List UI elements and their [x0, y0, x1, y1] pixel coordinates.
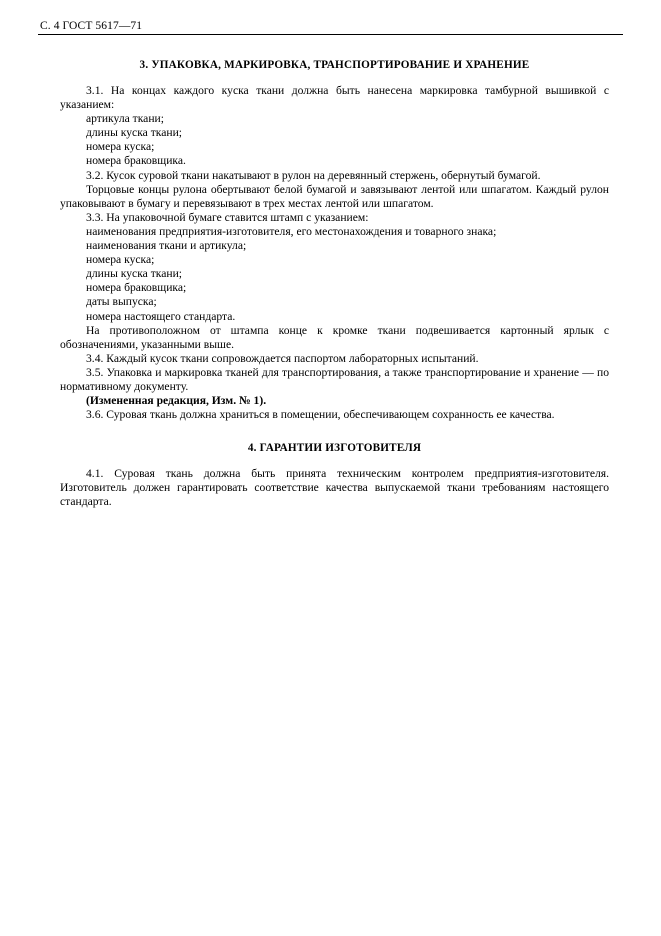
paragraph-3-5: 3.5. Упаковка и маркировка тканей для транспортирования, а также транспортирование и хранение — по нормативному документу.: [60, 365, 609, 393]
list-item-piece-number: номера куска;: [86, 140, 155, 154]
paragraph-tag-note: На противоположном от штампа конце к кромке ткани подвешивается картонный ярлык с обозначениями, указанными выше.: [60, 323, 609, 351]
list-item-length: длины куска ткани;: [86, 126, 182, 140]
list-item-piece-number-2: номера куска;: [86, 253, 155, 267]
list-item-inspector-number: номера браковщика.: [86, 154, 186, 168]
section-heading-3: 3. УПАКОВКА, МАРКИРОВКА, ТРАНСПОРТИРОВАНИЕ И ХРАНЕНИЕ: [139, 59, 530, 71]
paragraph-3-3: 3.3. На упаковочной бумаге ставится штамп с указанием:: [86, 210, 369, 224]
paragraph-3-2-cont: Торцовые концы рулона обертывают белой бумагой и завязывают лентой или шпагатом. Каждый рулон упаковывают в бумагу и перевязывают в трех местах лентой или шпагатом.: [60, 182, 609, 210]
list-item-length-2: длины куска ткани;: [86, 267, 182, 281]
list-item-fabric-name: наименования ткани и артикула;: [86, 239, 247, 253]
page-header: С. 4 ГОСТ 5617—71: [40, 20, 143, 32]
paragraph-3-2: 3.2. Кусок суровой ткани накатывают в рулон на деревянный стержень, обернутый бумагой.: [86, 168, 541, 182]
paragraph-3-1: 3.1. На концах каждого куска ткани должна быть нанесена маркировка тамбурной вышивкой с указанием:: [60, 84, 609, 112]
header-divider: [38, 34, 623, 35]
list-item-article: артикула ткани;: [86, 112, 164, 126]
paragraph-4-1: 4.1. Суровая ткань должна быть принята техническим контролем предприятия-изготовителя. Изготовитель должен гарантировать соответствие качества выпускаемой ткани требованиям настоящего стандарта.: [60, 467, 609, 509]
list-item-release-date: даты выпуска;: [86, 295, 157, 309]
list-item-standard-number: номера настоящего стандарта.: [86, 309, 236, 323]
paragraph-3-4: 3.4. Каждый кусок ткани сопровождается паспортом лабораторных испытаний.: [86, 351, 479, 365]
paragraph-3-6: 3.6. Суровая ткань должна храниться в помещении, обеспечивающем сохранность ее качества.: [86, 408, 555, 422]
document-body: [38, 59, 623, 510]
list-item-inspector-number-2: номера браковщика;: [86, 281, 187, 295]
paragraph-revision-note: (Измененная редакция, Изм. № 1).: [86, 394, 267, 408]
section-heading-4: 4. ГАРАНТИИ ИЗГОТОВИТЕЛЯ: [247, 442, 422, 455]
list-item-manufacturer-name: наименования предприятия-изготовителя, его местонахождения и товарного знака;: [86, 224, 497, 238]
